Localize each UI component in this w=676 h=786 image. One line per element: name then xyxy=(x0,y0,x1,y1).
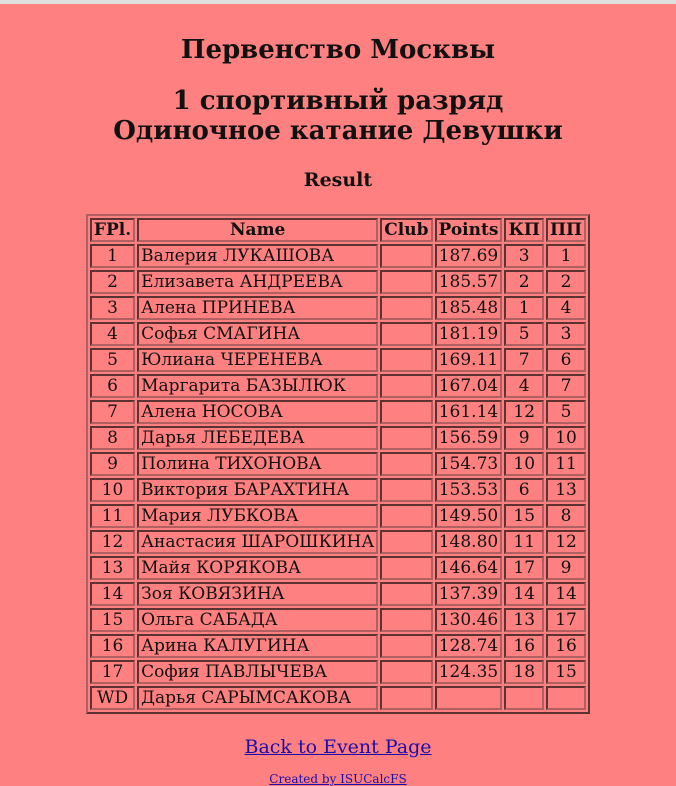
cell-club xyxy=(380,400,432,424)
cell-club xyxy=(380,296,432,320)
results-table xyxy=(86,214,590,714)
cell-name: Маргарита БАЗЫЛЮК xyxy=(137,374,378,398)
cell-pp: 7 xyxy=(546,374,586,398)
cell-name: Арина КАЛУГИНА xyxy=(137,634,378,658)
cell-points: 146.64 xyxy=(435,556,503,580)
cell-name: Виктория БАРАХТИНА xyxy=(137,478,378,502)
cell-club xyxy=(380,504,432,528)
cell-kp: 14 xyxy=(504,582,544,606)
cell-kp: 5 xyxy=(504,322,544,346)
table-row xyxy=(90,400,586,424)
cell-name: Ольга САБАДА xyxy=(137,608,378,632)
cell-kp: 15 xyxy=(504,504,544,528)
cell-points: 181.19 xyxy=(435,322,503,346)
cell-fpl: 13 xyxy=(90,556,135,580)
table-row xyxy=(90,478,586,502)
cell-kp: 12 xyxy=(504,400,544,424)
cell-name: Дарья ЛЕБЕДЕВА xyxy=(137,426,378,450)
back-to-event-link[interactable]: Back to Event Page xyxy=(244,736,432,758)
cell-club xyxy=(380,374,432,398)
cell-club xyxy=(380,244,432,268)
cell-club xyxy=(380,426,432,450)
table-row xyxy=(90,452,586,476)
cell-pp: 14 xyxy=(546,582,586,606)
table-row xyxy=(90,296,586,320)
table-row xyxy=(90,270,586,294)
cell-fpl: 3 xyxy=(90,296,135,320)
table-row xyxy=(90,556,586,580)
cell-fpl: 12 xyxy=(90,530,135,554)
cell-fpl: 7 xyxy=(90,400,135,424)
cell-points xyxy=(435,686,503,710)
cell-kp: 18 xyxy=(504,660,544,684)
cell-club xyxy=(380,634,432,658)
cell-kp: 16 xyxy=(504,634,544,658)
cell-kp: 13 xyxy=(504,608,544,632)
cell-kp xyxy=(504,686,544,710)
cell-fpl: WD xyxy=(90,686,135,710)
table-row xyxy=(90,426,586,450)
cell-pp: 1 xyxy=(546,244,586,268)
cell-fpl: 6 xyxy=(90,374,135,398)
cell-kp: 11 xyxy=(504,530,544,554)
cell-fpl: 15 xyxy=(90,608,135,632)
cell-pp: 11 xyxy=(546,452,586,476)
cell-points: 128.74 xyxy=(435,634,503,658)
table-row xyxy=(90,348,586,372)
cell-name: София ПАВЛЫЧЕВА xyxy=(137,660,378,684)
results-table-body xyxy=(90,244,586,710)
table-row xyxy=(90,530,586,554)
cell-fpl: 5 xyxy=(90,348,135,372)
cell-club xyxy=(380,556,432,580)
column-header-points: Points xyxy=(435,218,503,242)
cell-name: Зоя КОВЯЗИНА xyxy=(137,582,378,606)
cell-points: 167.04 xyxy=(435,374,503,398)
cell-name: Анастасия ШАРОШКИНА xyxy=(137,530,378,554)
cell-points: 185.48 xyxy=(435,296,503,320)
cell-club xyxy=(380,660,432,684)
cell-points: 124.35 xyxy=(435,660,503,684)
cell-pp: 10 xyxy=(546,426,586,450)
cell-kp: 7 xyxy=(504,348,544,372)
table-header-row xyxy=(90,218,586,242)
column-header-fpl: FPl. xyxy=(90,218,135,242)
cell-pp: 17 xyxy=(546,608,586,632)
cell-pp: 3 xyxy=(546,322,586,346)
cell-kp: 3 xyxy=(504,244,544,268)
cell-fpl: 9 xyxy=(90,452,135,476)
cell-name: Майя КОРЯКОВА xyxy=(137,556,378,580)
column-header-pp: ПП xyxy=(546,218,586,242)
cell-points: 161.14 xyxy=(435,400,503,424)
cell-points: 156.59 xyxy=(435,426,503,450)
column-header-name: Name xyxy=(137,218,378,242)
cell-kp: 6 xyxy=(504,478,544,502)
cell-points: 187.69 xyxy=(435,244,503,268)
cell-points: 149.50 xyxy=(435,504,503,528)
cell-kp: 9 xyxy=(504,426,544,450)
cell-club xyxy=(380,348,432,372)
cell-name: Юлиана ЧЕРЕНЕВА xyxy=(137,348,378,372)
category-discipline: Одиночное катание Девушки xyxy=(113,116,563,146)
category-title xyxy=(0,86,676,146)
cell-name: Алена НОСОВА xyxy=(137,400,378,424)
cell-pp: 16 xyxy=(546,634,586,658)
table-row xyxy=(90,608,586,632)
cell-pp: 15 xyxy=(546,660,586,684)
cell-kp: 17 xyxy=(504,556,544,580)
cell-name: Софья СМАГИНА xyxy=(137,322,378,346)
cell-club xyxy=(380,478,432,502)
table-row xyxy=(90,244,586,268)
table-row xyxy=(90,582,586,606)
cell-kp: 4 xyxy=(504,374,544,398)
cell-pp: 2 xyxy=(546,270,586,294)
created-by-link[interactable]: Created by ISUCalcFS xyxy=(269,772,407,786)
table-row xyxy=(90,322,586,346)
cell-club xyxy=(380,270,432,294)
cell-points: 169.11 xyxy=(435,348,503,372)
category-level: 1 спортивный разряд xyxy=(172,86,504,116)
cell-points: 185.57 xyxy=(435,270,503,294)
cell-pp xyxy=(546,686,586,710)
cell-fpl: 14 xyxy=(90,582,135,606)
cell-fpl: 10 xyxy=(90,478,135,502)
cell-club xyxy=(380,686,432,710)
cell-pp: 13 xyxy=(546,478,586,502)
table-row xyxy=(90,634,586,658)
table-row xyxy=(90,686,586,710)
table-row xyxy=(90,660,586,684)
cell-fpl: 4 xyxy=(90,322,135,346)
cell-club xyxy=(380,530,432,554)
cell-club xyxy=(380,452,432,476)
table-row xyxy=(90,504,586,528)
cell-fpl: 1 xyxy=(90,244,135,268)
event-title: Первенство Москвы xyxy=(180,35,496,65)
cell-name: Алена ПРИНЕВА xyxy=(137,296,378,320)
cell-points: 137.39 xyxy=(435,582,503,606)
cell-name: Мария ЛУБКОВА xyxy=(137,504,378,528)
cell-pp: 9 xyxy=(546,556,586,580)
cell-points: 130.46 xyxy=(435,608,503,632)
cell-kp: 1 xyxy=(504,296,544,320)
cell-name: Дарья САРЫМСАКОВА xyxy=(137,686,378,710)
cell-kp: 10 xyxy=(504,452,544,476)
cell-points: 154.73 xyxy=(435,452,503,476)
table-row xyxy=(90,374,586,398)
cell-kp: 2 xyxy=(504,270,544,294)
cell-fpl: 17 xyxy=(90,660,135,684)
cell-fpl: 2 xyxy=(90,270,135,294)
result-heading: Result xyxy=(303,169,373,191)
cell-points: 148.80 xyxy=(435,530,503,554)
cell-fpl: 8 xyxy=(90,426,135,450)
cell-pp: 8 xyxy=(546,504,586,528)
cell-club xyxy=(380,582,432,606)
cell-name: Полина ТИХОНОВА xyxy=(137,452,378,476)
column-header-club: Club xyxy=(380,218,432,242)
column-header-kp: КП xyxy=(504,218,544,242)
cell-club xyxy=(380,322,432,346)
cell-fpl: 11 xyxy=(90,504,135,528)
cell-name: Елизавета АНДРЕЕВА xyxy=(137,270,378,294)
cell-pp: 6 xyxy=(546,348,586,372)
cell-pp: 12 xyxy=(546,530,586,554)
cell-pp: 5 xyxy=(546,400,586,424)
cell-points: 153.53 xyxy=(435,478,503,502)
cell-pp: 4 xyxy=(546,296,586,320)
cell-fpl: 16 xyxy=(90,634,135,658)
cell-club xyxy=(380,608,432,632)
cell-name: Валерия ЛУКАШОВА xyxy=(137,244,378,268)
